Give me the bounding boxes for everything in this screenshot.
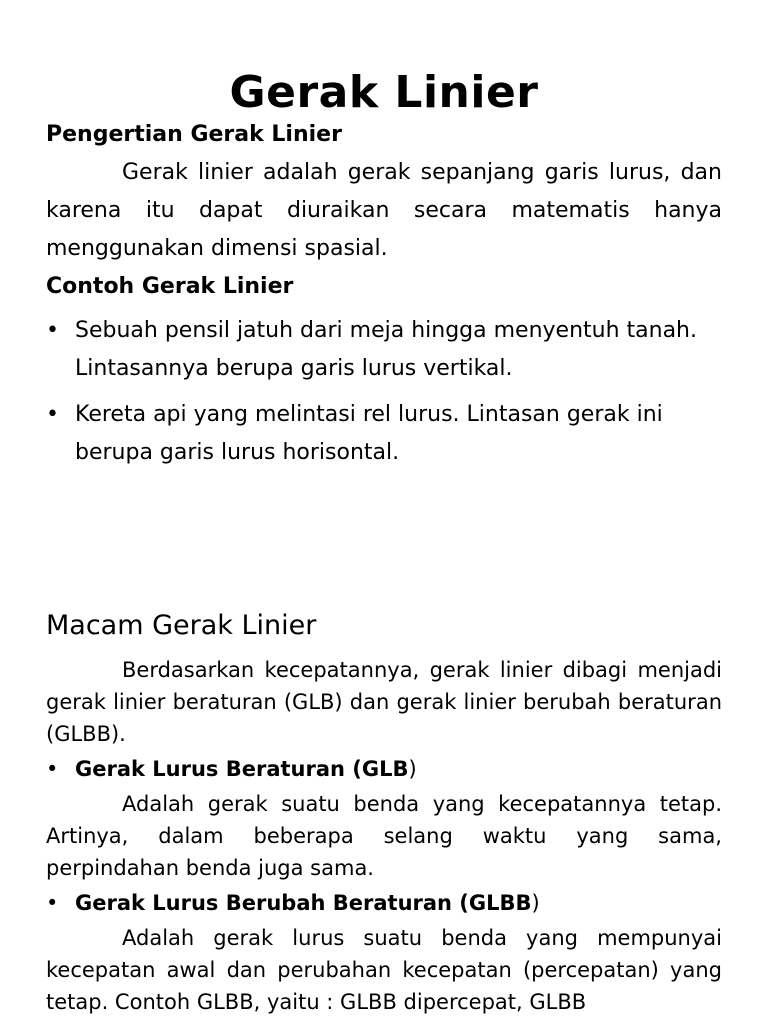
slide-content [46, 608, 722, 1020]
glb-label: Gerak Lurus Beraturan (GLB [75, 757, 409, 781]
glbb-suffix: ) [531, 891, 540, 915]
examples-list [46, 312, 722, 472]
slide-content [46, 120, 722, 480]
glbb-paragraph: Adalah gerak lurus suatu benda yang mempunyai kecepatan awal dan perubahan kecepatan (percepatan) yang tetap. Contoh GLBB, yaitu : GLBB dipercepat, GLBB [46, 926, 722, 1014]
glb-bullet [46, 752, 722, 786]
section-heading: Macam Gerak Linier [46, 610, 317, 641]
example-item: • Sebuah pensil jatuh dari meja hingga menyentuh tanah. Lintasannya berupa garis lurus vertikal. [46, 312, 722, 388]
glb-paragraph: Adalah gerak suatu benda yang kecepatannya tetap. Artinya, dalam beberapa selang waktu yang sama, perpindahan benda juga sama. [46, 792, 722, 880]
definition-paragraph: Gerak linier adalah gerak sepanjang garis lurus, dan karena itu dapat diuraikan secara matematis hanya menggunakan dimensi spasial. [46, 160, 722, 261]
examples-heading: Contoh Gerak Linier [46, 274, 294, 299]
glbb-label: Gerak Lurus Berubah Beraturan (GLBB [75, 891, 532, 915]
glb-suffix: ) [408, 757, 417, 781]
slide-title: Gerak Linier [229, 67, 539, 119]
intro-paragraph: Berdasarkan kecepatannya, gerak linier dibagi menjadi gerak linier beraturan (GLB) dan gerak linier berubah beraturan (GLBB). [46, 658, 722, 746]
slide-macam-gerak-linier [0, 512, 768, 1024]
example-item: • Kereta api yang melintasi rel lurus. Lintasan gerak ini berupa garis lurus horisontal. [46, 396, 722, 472]
glbb-bullet [46, 886, 722, 920]
definition-heading: Pengertian Gerak Linier [46, 122, 342, 147]
